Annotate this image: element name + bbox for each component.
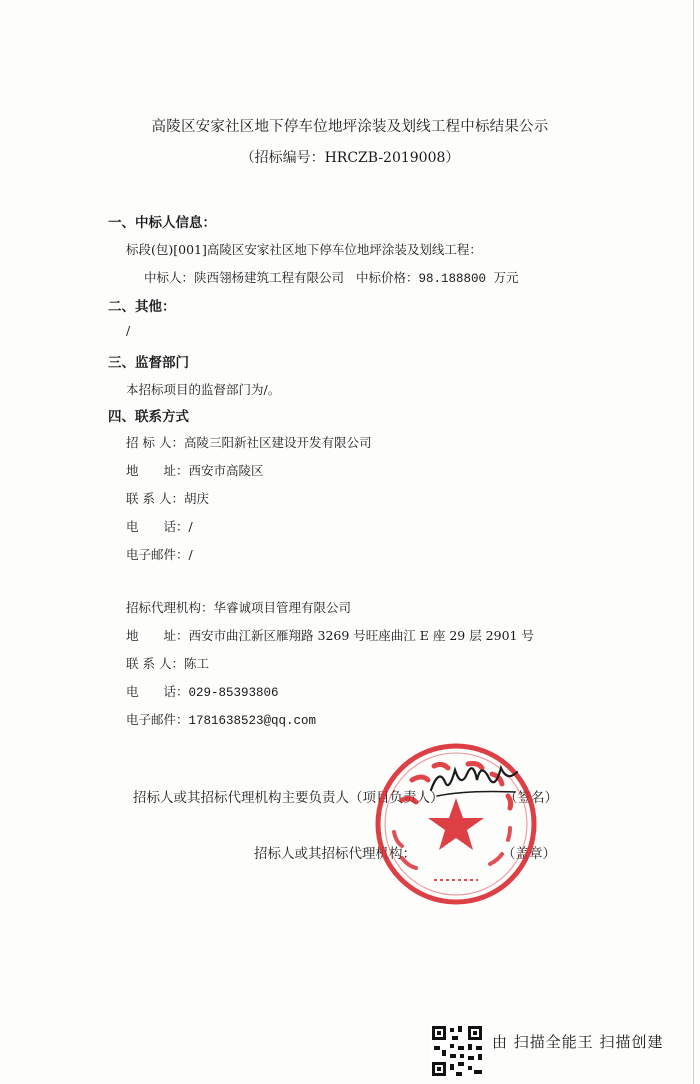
winner-value: 陕西翎杨建筑工程有限公司 xyxy=(194,270,345,285)
agency-contact-value: 陈工 xyxy=(183,656,209,671)
agency-phone-row xyxy=(126,682,279,700)
supervision-text: 本招标项目的监督部门为/。 xyxy=(126,382,281,397)
other-value: / xyxy=(126,323,131,338)
agency-address-value: 西安市曲江新区雁翔路 3269 号旺座曲江 E 座 29 层 2901 号 xyxy=(188,628,534,643)
section-line: 标段(包)[001]高陵区安家社区地下停车位地坪涂装及划线工程： xyxy=(126,242,482,257)
tenderer-name-row xyxy=(126,433,371,451)
agency-name-row xyxy=(126,598,351,616)
agency-name-value: 华睿诚项目管理有限公司 xyxy=(213,600,352,615)
seal-line: 招标人或其招标代理机构： xyxy=(254,846,416,862)
signature-suffix: （签名） xyxy=(504,790,558,806)
handwritten-signature-icon xyxy=(425,760,525,810)
tenderer-contact-value: 胡庆 xyxy=(183,491,209,506)
agency-contact-row xyxy=(126,654,209,672)
tenderer-address-row xyxy=(126,461,264,479)
agency-email-label: 电子邮件： xyxy=(126,712,189,727)
heading-other: 二、其他： xyxy=(108,299,176,315)
tenderer-phone-row xyxy=(126,517,193,535)
agency-email-row xyxy=(126,710,316,728)
agency-phone-label: 电 话： xyxy=(126,684,189,699)
agency-address-row xyxy=(126,626,534,644)
price-value: 98.188800 万元 xyxy=(418,272,519,286)
agency-contact-label: 联 系 人： xyxy=(126,656,184,671)
tenderer-email-label: 电子邮件： xyxy=(126,547,189,562)
winner-label: 中标人： xyxy=(144,270,195,285)
winner-row xyxy=(144,268,344,286)
tenderer-email-row xyxy=(126,545,193,563)
seal-suffix: （盖章） xyxy=(502,846,556,862)
agency-email-value: 1781638523@qq.com xyxy=(188,714,317,728)
heading-winner: 一、中标人信息： xyxy=(108,215,216,231)
heading-contact: 四、联系方式 xyxy=(108,409,189,425)
agency-address-label: 地 址： xyxy=(126,628,189,643)
tender-code: （招标编号：HRCZB-2019008） xyxy=(240,150,460,166)
tenderer-contact-row xyxy=(126,489,209,507)
tenderer-phone-label: 电 话： xyxy=(126,519,189,534)
document-title: 高陵区安家社区地下停车位地坪涂装及划线工程中标结果公示 xyxy=(151,119,549,135)
heading-supervision: 三、监督部门 xyxy=(108,355,189,371)
tenderer-address-value: 西安市高陵区 xyxy=(188,463,264,478)
qr-code-icon xyxy=(430,1024,484,1078)
tenderer-address-label: 地 址： xyxy=(126,463,189,478)
tenderer-name-label: 招 标 人： xyxy=(126,435,184,450)
tenderer-email-value: / xyxy=(188,547,193,562)
price-row xyxy=(356,268,519,286)
agency-phone-value: 029-85393806 xyxy=(188,686,279,700)
price-label: 中标价格： xyxy=(356,270,419,285)
footer-watermark: 由 扫描全能王 扫描创建 xyxy=(492,1033,664,1051)
signature-line: 招标人或其招标代理机构主要负责人（项目负责人） xyxy=(133,790,444,806)
tenderer-name-value: 高陵三阳新社区建设开发有限公司 xyxy=(183,435,372,450)
agency-name-label: 招标代理机构： xyxy=(126,600,214,615)
tenderer-contact-label: 联 系 人： xyxy=(126,491,184,506)
tenderer-phone-value: / xyxy=(188,519,193,534)
